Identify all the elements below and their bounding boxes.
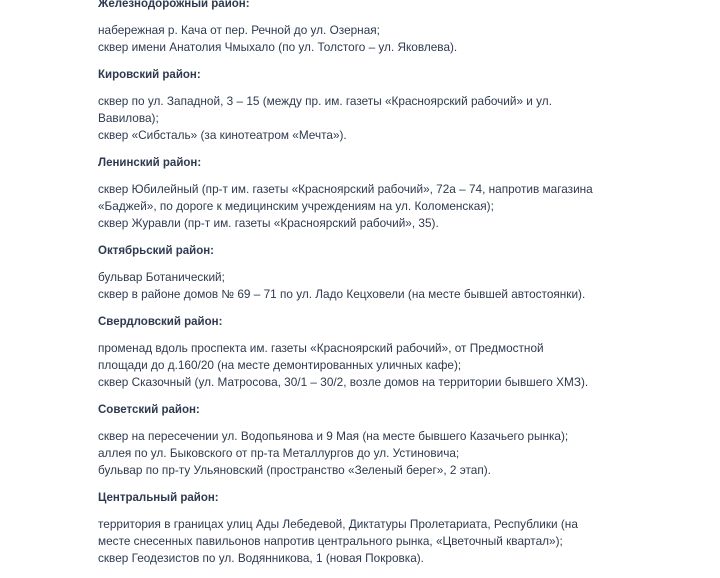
district-list <box>98 181 698 232</box>
district-list-line: аллея по ул. Быковского от пр-та Металлургов до ул. Устиновича; <box>98 446 460 460</box>
district-list-line: месте снесенных павильонов напротив центрального рынка, «Цветочный квартал»); <box>98 534 563 548</box>
district-list-line: бульвар по пр-ту Ульяновский (пространство «Зеленый берег», 2 этап). <box>98 463 491 477</box>
district-list-line: сквер в районе домов № 69 – 71 по ул. Ладо Кецховели (на месте бывшей автостоянки). <box>98 287 586 301</box>
document-content <box>98 0 698 578</box>
district-section <box>98 155 698 232</box>
district-list-line: площади до д.160/20 (на месте демонтированных уличных кафе); <box>98 358 462 372</box>
district-list <box>98 22 698 56</box>
district-section <box>98 402 698 479</box>
district-list-line: сквер по ул. Западной, 3 – 15 (между пр. им. газеты «Красноярский рабочий» и ул. <box>98 94 552 108</box>
district-list-line: набережная р. Кача от пер. Речной до ул. Озерная; <box>98 23 380 37</box>
district-title: Свердловский район: <box>98 316 223 328</box>
district-section <box>98 67 698 144</box>
district-section <box>98 243 698 303</box>
district-list-line: бульвар Ботанический; <box>98 270 225 284</box>
district-list-line: Вавилова); <box>98 111 159 125</box>
district-list <box>98 93 698 144</box>
district-list <box>98 516 698 567</box>
district-list-line: променад вдоль проспекта им. газеты «Красноярский рабочий», от Предмостной <box>98 341 544 355</box>
district-list-line: сквер Сказочный (ул. Матросова, 30/1 – 30/2, возле домов на территории бывшего ХМЗ). <box>98 375 589 389</box>
district-title: Кировский район: <box>98 69 201 81</box>
district-list-line: сквер «Сибсталь» (за кинотеатром «Мечта»). <box>98 128 347 142</box>
district-list-line: сквер Журавли (пр-т им. газеты «Красноярский рабочий», 35). <box>98 216 439 230</box>
district-list-line: сквер на пересечении ул. Водопьянова и 9 Мая (на месте бывшего Казачьего рынка); <box>98 429 569 443</box>
district-title: Центральный район: <box>98 492 219 504</box>
district-list-line: сквер Геодезистов по ул. Водянникова, 1 (новая Покровка). <box>98 551 424 565</box>
district-list-line: «Баджей», по дороге к медицинским учреждениям на ул. Коломенская); <box>98 199 494 213</box>
district-list-line: сквер имени Анатолия Чмыхало (по ул. Толстого – ул. Яковлева). <box>98 40 458 54</box>
district-title: Советский район: <box>98 404 200 416</box>
district-title: Октябрьский район: <box>98 245 215 257</box>
district-title: Ленинский район: <box>98 157 202 169</box>
district-title: Железнодорожный район: <box>98 0 250 10</box>
district-section <box>98 0 698 56</box>
district-list <box>98 428 698 479</box>
district-section <box>98 490 698 567</box>
district-list <box>98 340 698 391</box>
district-list-line: территория в границах улиц Ады Лебедевой, Диктатуры Пролетариата, Республики (на <box>98 517 578 531</box>
district-list <box>98 269 698 303</box>
district-section <box>98 314 698 391</box>
district-list-line: сквер Юбилейный (пр-т им. газеты «Красноярский рабочий», 72а – 74, напротив магазина <box>98 182 593 196</box>
